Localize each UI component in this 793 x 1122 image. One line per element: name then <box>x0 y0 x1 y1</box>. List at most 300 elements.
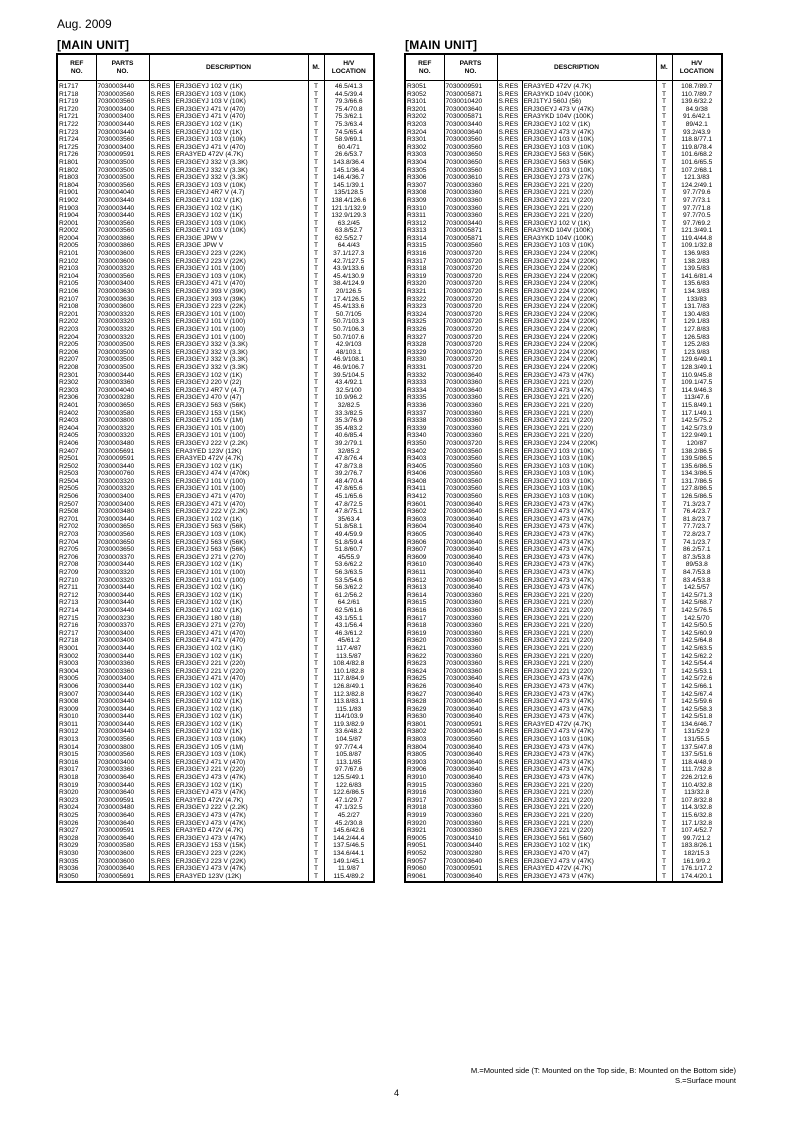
ref-no-cell: R3917 <box>405 797 444 805</box>
ref-no-cell: R3915 <box>405 782 444 790</box>
description-cell: ERJ3GEYJ 273 V (27K) <box>522 174 656 182</box>
type-cell: S.RES <box>149 706 174 714</box>
hv-location-cell: 35.3/76.9 <box>324 417 374 425</box>
hv-location-cell: 142.5/63.5 <box>672 645 722 653</box>
mounted-side-cell: T <box>656 812 672 820</box>
type-cell: S.RES <box>497 106 522 114</box>
ref-no-cell: R2503 <box>57 470 96 478</box>
ref-no-cell: R3325 <box>405 318 444 326</box>
hv-location-cell: 142.5/58.3 <box>672 706 722 714</box>
description-cell: ERJ3GEYJ 473 V (47K) <box>174 865 308 873</box>
table-row <box>405 410 722 418</box>
description-cell: ERJ3GEYJ 224 V (220K) <box>522 356 656 364</box>
ref-no-cell: R3320 <box>405 280 444 288</box>
description-cell: ERJ3GEYJ 470 V (47) <box>174 394 308 402</box>
mounted-side-cell: T <box>656 721 672 729</box>
description-cell: ERJ3GEYJ 221 V (220) <box>522 782 656 790</box>
table-row <box>405 372 722 380</box>
parts-no-cell: 7030003400 <box>96 630 149 638</box>
mounted-side-cell: T <box>656 448 672 456</box>
type-cell: S.RES <box>497 129 522 137</box>
description-cell: ERJ3GEYJ 223 V (22K) <box>174 258 308 266</box>
mounted-side-cell: T <box>656 485 672 493</box>
description-cell: ERJ3GEYJ 332 V (3.3K) <box>174 356 308 364</box>
parts-no-cell: 7030003640 <box>444 561 497 569</box>
type-cell: S.RES <box>497 91 522 99</box>
type-cell: S.RES <box>149 212 174 220</box>
hv-location-cell: 119.4/44.8 <box>672 235 722 243</box>
table-row <box>405 235 722 243</box>
type-cell: S.RES <box>497 417 522 425</box>
type-cell: S.RES <box>497 303 522 311</box>
table-row <box>405 561 722 569</box>
parts-no-cell: 7030003440 <box>96 706 149 714</box>
table-row <box>405 728 722 736</box>
table-row <box>57 554 374 562</box>
description-cell: ERJ3GEYJ 332 V (3.3K) <box>174 341 308 349</box>
table-row <box>405 136 722 144</box>
type-cell: S.RES <box>497 440 522 448</box>
ref-no-cell: R2505 <box>57 485 96 493</box>
ref-no-cell: R3610 <box>405 561 444 569</box>
parts-no-cell: 7030003440 <box>96 592 149 600</box>
hv-location-cell: 142.5/59.6 <box>672 698 722 706</box>
type-cell: S.RES <box>149 675 174 683</box>
ref-no-cell: R3327 <box>405 334 444 342</box>
mounted-side-cell: T <box>656 744 672 752</box>
parts-no-cell: 7030003360 <box>444 804 497 812</box>
mounted-side-cell: T <box>656 569 672 577</box>
parts-no-cell: 7030003370 <box>96 622 149 630</box>
parts-no-cell: 7030003560 <box>444 470 497 478</box>
table-row <box>57 113 374 121</box>
mounted-side-cell: T <box>308 121 324 129</box>
mounted-side-cell: T <box>308 334 324 342</box>
hv-location-cell: 40.6/85.4 <box>324 432 374 440</box>
description-cell: ERJ3GEYJ 473 V (47K) <box>522 675 656 683</box>
parts-no-cell: 7030003640 <box>444 372 497 380</box>
table-row <box>57 531 374 539</box>
hv-location-cell: 101.6/65.5 <box>672 159 722 167</box>
hv-location-cell: 121.3/83 <box>672 174 722 182</box>
mounted-side-cell: T <box>308 789 324 797</box>
mounted-side-cell: T <box>308 531 324 539</box>
description-cell: ERJ3GEYJ 103 V (10K) <box>174 91 308 99</box>
type-cell: S.RES <box>149 637 174 645</box>
mounted-side-cell: T <box>308 212 324 220</box>
hv-location-cell: 108.4/82.8 <box>324 660 374 668</box>
table-row <box>57 356 374 364</box>
table-row <box>57 410 374 418</box>
table-row <box>57 106 374 114</box>
type-cell: S.RES <box>149 774 174 782</box>
parts-no-cell: 7030010420 <box>444 98 497 106</box>
parts-no-cell: 7030003860 <box>96 242 149 250</box>
hv-location-cell: 50.7/103.3 <box>324 318 374 326</box>
ref-no-cell: R3617 <box>405 615 444 623</box>
table-row <box>57 182 374 190</box>
mounted-side-cell: T <box>656 470 672 478</box>
hv-location-cell: 50.7/107.6 <box>324 334 374 342</box>
mounted-side-cell: T <box>656 349 672 357</box>
hv-location-cell: 33.3/82.5 <box>324 410 374 418</box>
ref-no-cell: R2301 <box>57 372 96 380</box>
mounted-side-cell: T <box>308 485 324 493</box>
hv-location-cell: 142.5/73.9 <box>672 425 722 433</box>
ref-no-cell: R2303 <box>57 387 96 395</box>
type-cell: S.RES <box>497 637 522 645</box>
mounted-side-cell: T <box>308 151 324 159</box>
table-row <box>57 98 374 106</box>
ref-no-cell: R3101 <box>405 98 444 106</box>
ref-no-cell: R1904 <box>57 212 96 220</box>
ref-no-cell: R3334 <box>405 387 444 395</box>
mounted-side-cell: T <box>308 873 324 883</box>
ref-no-cell: R2202 <box>57 318 96 326</box>
type-cell: S.RES <box>497 113 522 121</box>
description-cell: ERJ3GEYJ 103 V (10K) <box>522 470 656 478</box>
mounted-side-cell: T <box>308 865 324 873</box>
type-cell: S.RES <box>149 858 174 866</box>
mounted-side-cell: T <box>656 212 672 220</box>
parts-no-cell: 7030003360 <box>96 766 149 774</box>
description-cell: ERJ3GEYJ 103 V (10K) <box>522 448 656 456</box>
type-cell: S.RES <box>149 485 174 493</box>
document-date: Aug. 2009 <box>57 17 112 31</box>
hv-location-cell: 44.5/39.4 <box>324 91 374 99</box>
type-cell: S.RES <box>497 766 522 774</box>
ref-no-cell: R3019 <box>57 782 96 790</box>
mounted-side-cell: T <box>308 820 324 828</box>
ref-no-cell: R2504 <box>57 478 96 486</box>
hv-location-cell: 72.8/23.7 <box>672 531 722 539</box>
table-row <box>57 485 374 493</box>
table-row <box>405 121 722 129</box>
parts-no-cell: 7030003640 <box>444 523 497 531</box>
parts-no-cell: 7030003640 <box>96 865 149 873</box>
ref-no-cell: R2401 <box>57 402 96 410</box>
parts-no-cell: 7030003360 <box>444 417 497 425</box>
mounted-side-cell: T <box>308 417 324 425</box>
type-cell: S.RES <box>497 812 522 820</box>
type-cell: S.RES <box>149 698 174 706</box>
table-row <box>57 227 374 235</box>
description-cell: ERJ3GEYJ 103 V (10K) <box>522 167 656 175</box>
hv-location-cell: 50.7/106.3 <box>324 326 374 334</box>
table-row <box>57 569 374 577</box>
hv-location-cell: 97.7/73.1 <box>672 197 722 205</box>
parts-no-cell: 7030003640 <box>444 516 497 524</box>
hv-location-cell: 142.5/68.7 <box>672 599 722 607</box>
mounted-side-header: M. <box>656 54 672 81</box>
ref-no-cell: R2704 <box>57 539 96 547</box>
table-row <box>405 470 722 478</box>
type-cell: S.RES <box>497 81 522 91</box>
description-cell: ERJ3GEYJ 223 V (22K) <box>174 303 308 311</box>
parts-no-cell: 7030003560 <box>444 448 497 456</box>
table-row <box>405 706 722 714</box>
table-row <box>405 584 722 592</box>
hv-location-cell: 91.6/42.1 <box>672 113 722 121</box>
mounted-side-cell: T <box>656 227 672 235</box>
table-row <box>405 463 722 471</box>
hv-location-cell: 128.3/49.1 <box>672 364 722 372</box>
mounted-side-cell: T <box>656 592 672 600</box>
parts-no-cell: 7030003400 <box>96 106 149 114</box>
parts-no-cell: 7030003640 <box>444 858 497 866</box>
table-row <box>405 402 722 410</box>
mounted-side-cell: T <box>308 660 324 668</box>
mounted-side-cell: T <box>308 129 324 137</box>
table-row <box>405 212 722 220</box>
table-row <box>57 804 374 812</box>
mounted-side-cell: T <box>308 356 324 364</box>
mounted-side-cell: T <box>656 820 672 828</box>
type-cell: S.RES <box>149 341 174 349</box>
description-cell: ERJ3GEYJ 220 V (22) <box>174 379 308 387</box>
hv-location-cell: 107.4/52.7 <box>672 827 722 835</box>
mounted-side-cell: T <box>656 584 672 592</box>
ref-no-cell: R3303 <box>405 151 444 159</box>
table-row <box>405 736 722 744</box>
ref-no-cell: R3411 <box>405 485 444 493</box>
description-cell: ERJ3GEYJ 103 V (10K) <box>522 736 656 744</box>
type-cell: S.RES <box>149 797 174 805</box>
type-cell: S.RES <box>497 706 522 714</box>
table-row <box>405 782 722 790</box>
hv-location-cell: 99.7/21.2 <box>672 835 722 843</box>
parts-no-cell: 7030003640 <box>444 698 497 706</box>
description-cell: ERJ3GEYJ 101 V (100) <box>174 569 308 577</box>
table-row <box>405 311 722 319</box>
mounted-side-cell: T <box>308 463 324 471</box>
ref-no-cell: R3008 <box>57 698 96 706</box>
type-cell: S.RES <box>497 410 522 418</box>
description-cell: ERJ3GEYJ 102 V (1K) <box>174 607 308 615</box>
hv-location-cell: 117.4/87 <box>324 645 374 653</box>
description-cell: ERJ3GEYJ 221 V (220) <box>174 668 308 676</box>
parts-no-cell: 7030003360 <box>96 379 149 387</box>
description-cell: ERJ3GEYJ 222 V (2.2K) <box>174 804 308 812</box>
type-cell: S.RES <box>497 485 522 493</box>
mounted-side-cell: T <box>656 478 672 486</box>
mounted-side-cell: T <box>656 235 672 243</box>
description-cell: ERJ3GEYJ 102 V (1K) <box>174 561 308 569</box>
type-cell: S.RES <box>149 615 174 623</box>
type-cell: S.RES <box>497 463 522 471</box>
type-cell: S.RES <box>497 448 522 456</box>
parts-no-cell: 7030003410 <box>444 835 497 843</box>
type-cell: S.RES <box>497 668 522 676</box>
ref-no-cell: R3309 <box>405 197 444 205</box>
ref-no-cell: R3350 <box>405 440 444 448</box>
ref-no-cell: R3624 <box>405 668 444 676</box>
table-row <box>405 766 722 774</box>
type-cell: S.RES <box>149 782 174 790</box>
table-row <box>57 516 374 524</box>
description-cell: ERJ3GEYJ 271 V (270) <box>174 622 308 630</box>
right-table-header <box>405 54 722 81</box>
type-cell: S.RES <box>497 850 522 858</box>
hv-location-cell: 62.5/52.7 <box>324 235 374 243</box>
type-cell: S.RES <box>149 326 174 334</box>
table-row <box>405 273 722 281</box>
ref-no-cell: R3322 <box>405 296 444 304</box>
ref-no-cell: R3338 <box>405 417 444 425</box>
description-cell: ERA3YED 472V (4.7K) <box>522 865 656 873</box>
mounted-side-cell: T <box>308 265 324 273</box>
ref-no-cell: R3611 <box>405 569 444 577</box>
mounted-side-cell: T <box>656 372 672 380</box>
type-cell: S.RES <box>497 804 522 812</box>
mounted-side-cell: T <box>308 167 324 175</box>
hv-location-cell: 109.1/47.5 <box>672 379 722 387</box>
type-cell: S.RES <box>497 645 522 653</box>
description-cell: ERA3YKD 104V (100K) <box>522 91 656 99</box>
table-row <box>405 721 722 729</box>
hv-location-cell: 123.9/83 <box>672 349 722 357</box>
hv-location-cell: 139.5/86.5 <box>672 455 722 463</box>
parts-no-cell: 7030003560 <box>96 531 149 539</box>
description-cell: ERJ3GEYJ 224 V (220K) <box>522 326 656 334</box>
ref-no-cell: R2203 <box>57 326 96 334</box>
type-cell: S.RES <box>149 318 174 326</box>
parts-no-cell: 7030003440 <box>96 372 149 380</box>
table-row <box>57 561 374 569</box>
ref-no-cell: R3319 <box>405 273 444 281</box>
ref-no-cell: R3011 <box>57 721 96 729</box>
description-cell: ERJ3GEYJ 221 V (220) <box>522 668 656 676</box>
table-row <box>405 539 722 547</box>
mounted-side-cell: T <box>308 637 324 645</box>
table-row <box>405 592 722 600</box>
type-cell: S.RES <box>149 303 174 311</box>
parts-no-cell: 7030003440 <box>444 842 497 850</box>
mounted-side-cell: T <box>656 98 672 106</box>
parts-no-cell: 7030003360 <box>444 607 497 615</box>
parts-no-cell: 7030003400 <box>96 501 149 509</box>
table-row <box>57 835 374 843</box>
ref-no-cell: R2705 <box>57 546 96 554</box>
mounted-side-cell: T <box>656 706 672 714</box>
table-row <box>57 622 374 630</box>
mounted-side-cell: T <box>308 721 324 729</box>
type-cell: S.RES <box>149 653 174 661</box>
description-cell: ERJ3GEYJ 103 V (10K) <box>174 182 308 190</box>
mounted-side-cell: T <box>308 508 324 516</box>
ref-no-cell: R3030 <box>57 850 96 858</box>
type-cell: S.RES <box>497 501 522 509</box>
table-row <box>57 303 374 311</box>
mounted-side-cell: T <box>656 546 672 554</box>
mounted-side-footnote: M.=Mounted side (T: Mounted on the Top side, B: Mounted on the Bottom side) <box>470 1066 736 1075</box>
ref-no-cell: R3321 <box>405 288 444 296</box>
hv-location-cell: 113/47.6 <box>672 394 722 402</box>
parts-no-cell: 7030003500 <box>96 159 149 167</box>
description-cell: ERJ3GEYJ 473 V (47K) <box>522 546 656 554</box>
mounted-side-cell: T <box>308 630 324 638</box>
description-cell: ERJ3GEYJ 101 V (100) <box>174 326 308 334</box>
type-cell: S.RES <box>149 410 174 418</box>
description-cell: ERJ3GEYJ 224 V (220K) <box>522 364 656 372</box>
ref-no-cell: R2004 <box>57 235 96 243</box>
parts-no-cell: 7030003640 <box>444 683 497 691</box>
table-row <box>405 356 722 364</box>
mounted-side-cell: T <box>656 303 672 311</box>
parts-no-cell: 7030009591 <box>96 455 149 463</box>
parts-no-cell: 7030003320 <box>96 478 149 486</box>
mounted-side-cell: T <box>656 508 672 516</box>
ref-no-cell: R3340 <box>405 432 444 440</box>
table-row <box>405 159 722 167</box>
parts-no-cell: 7030003360 <box>444 660 497 668</box>
hv-location-cell: 83.4/53.8 <box>672 577 722 585</box>
hv-location-cell: 104.5/87 <box>324 736 374 744</box>
parts-no-cell: 7030003320 <box>96 318 149 326</box>
mounted-side-cell: T <box>308 774 324 782</box>
hv-location-cell: 51.8/59.4 <box>324 539 374 547</box>
ref-no-cell: R3622 <box>405 653 444 661</box>
type-cell: S.RES <box>149 455 174 463</box>
description-cell: ERJ3GEYJ 221 V (220) <box>522 622 656 630</box>
parts-no-cell: 7030009591 <box>96 151 149 159</box>
hv-location-cell: 183.8/26.1 <box>672 842 722 850</box>
type-cell: S.RES <box>149 842 174 850</box>
parts-no-cell: 7030003400 <box>96 113 149 121</box>
table-row <box>405 296 722 304</box>
ref-no-cell: R1804 <box>57 182 96 190</box>
type-cell: S.RES <box>497 744 522 752</box>
description-cell: ERJ3GEYJ 473 V (47K) <box>522 751 656 759</box>
ref-no-cell: R3308 <box>405 189 444 197</box>
table-row <box>57 493 374 501</box>
mounted-side-cell: T <box>656 205 672 213</box>
hv-location-cell: 75.3/62.1 <box>324 113 374 121</box>
description-cell: ERJ3GEYJ 224 V (220K) <box>522 288 656 296</box>
description-cell: ERJ3GEYJ 103 V (10K) <box>522 478 656 486</box>
ref-no-cell: R3804 <box>405 744 444 752</box>
ref-no-cell: R3005 <box>57 675 96 683</box>
parts-no-cell: 7030003860 <box>96 235 149 243</box>
ref-no-cell: R3628 <box>405 698 444 706</box>
type-cell: S.RES <box>497 615 522 623</box>
table-row <box>405 797 722 805</box>
hv-location-cell: 130.4/83 <box>672 311 722 319</box>
mounted-side-cell: T <box>308 242 324 250</box>
type-cell: S.RES <box>497 205 522 213</box>
type-cell: S.RES <box>497 189 522 197</box>
mounted-side-cell: T <box>308 751 324 759</box>
description-cell: ERJ3GEYJ 473 V (47K) <box>522 691 656 699</box>
table-row <box>57 220 374 228</box>
hv-location-cell: 110.1/82.8 <box>324 668 374 676</box>
mounted-side-cell: T <box>308 136 324 144</box>
mounted-side-cell: T <box>656 296 672 304</box>
type-cell: S.RES <box>497 539 522 547</box>
parts-no-cell: 7030003640 <box>444 728 497 736</box>
ref-no-cell: R3616 <box>405 607 444 615</box>
description-cell: ERJ3GEYJ 223 V (22K) <box>174 850 308 858</box>
hv-location-cell: 107.2/68.1 <box>672 167 722 175</box>
parts-no-cell: 7030003440 <box>96 683 149 691</box>
hv-location-cell: 145.1/39.1 <box>324 182 374 190</box>
type-cell: S.RES <box>497 432 522 440</box>
hv-location-cell: 109.1/32.8 <box>672 242 722 250</box>
parts-no-cell: 7030003400 <box>96 144 149 152</box>
type-cell: S.RES <box>497 683 522 691</box>
hv-location-cell: 53.5/54.6 <box>324 577 374 585</box>
ref-no-cell: R2501 <box>57 455 96 463</box>
